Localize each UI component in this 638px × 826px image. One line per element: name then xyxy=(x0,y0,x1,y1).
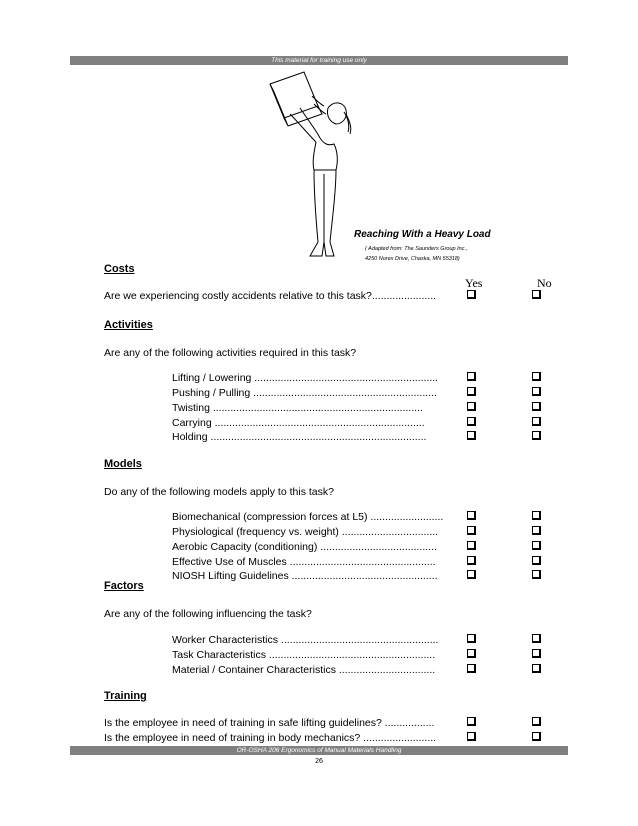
holding-yes-checkbox[interactable] xyxy=(467,431,476,440)
lifting-no-checkbox[interactable] xyxy=(532,372,541,381)
model-item-aerobic: Aerobic Capacity (conditioning) ........................................ xyxy=(172,541,437,553)
activities-question: Are any of the following activities required in this task? xyxy=(104,347,357,359)
material-no-checkbox[interactable] xyxy=(532,664,541,673)
carrying-no-checkbox[interactable] xyxy=(532,417,541,426)
factors-heading: Factors xyxy=(104,580,144,592)
muscles-no-checkbox[interactable] xyxy=(532,556,541,565)
training-body-yes-checkbox[interactable] xyxy=(467,732,476,741)
footer-banner: OR-OSHA 206 Ergonomics of Manual Materials Handling xyxy=(70,746,568,755)
activity-item-pushing: Pushing / Pulling ............................................................... xyxy=(172,387,437,399)
training-question-lifting: Is the employee in need of training in safe lifting guidelines? ................. xyxy=(104,717,435,729)
page-number: 26 xyxy=(315,758,323,765)
activities-heading: Activities xyxy=(104,319,153,331)
model-item-muscles: Effective Use of Muscles .................................................. xyxy=(172,556,436,568)
physiological-yes-checkbox[interactable] xyxy=(467,526,476,535)
muscles-yes-checkbox[interactable] xyxy=(467,556,476,565)
niosh-no-checkbox[interactable] xyxy=(532,570,541,579)
factor-item-task: Task Characteristics ......................................................... xyxy=(172,649,436,661)
activity-item-lifting: Lifting / Lowering ............................................................... xyxy=(172,372,439,384)
aerobic-yes-checkbox[interactable] xyxy=(467,541,476,550)
activity-item-holding: Holding .......................................................................... xyxy=(172,431,427,443)
costs-question: Are we experiencing costly accidents relative to this task?...................... xyxy=(104,290,437,302)
carrying-yes-checkbox[interactable] xyxy=(467,417,476,426)
models-heading: Models xyxy=(104,458,142,470)
holding-no-checkbox[interactable] xyxy=(532,431,541,440)
biomechanical-no-checkbox[interactable] xyxy=(532,511,541,520)
biomechanical-yes-checkbox[interactable] xyxy=(467,511,476,520)
training-lifting-yes-checkbox[interactable] xyxy=(467,717,476,726)
factors-question: Are any of the following influencing the task? xyxy=(104,608,312,620)
training-body-no-checkbox[interactable] xyxy=(532,732,541,741)
training-question-body-mechanics: Is the employee in need of training in body mechanics? ......................... xyxy=(104,732,437,744)
lifting-yes-checkbox[interactable] xyxy=(467,372,476,381)
task-no-checkbox[interactable] xyxy=(532,649,541,658)
header-banner: This material for training use only xyxy=(70,56,568,65)
activity-item-carrying: Carrying ........................................................................ xyxy=(172,417,425,429)
model-item-niosh: NIOSH Lifting Guidelines .................................................. xyxy=(172,570,438,582)
figure-credit-line-2: 4250 Norex Drive, Chaska, MN 55318) xyxy=(365,256,460,262)
yes-column-header: Yes xyxy=(465,276,483,290)
training-lifting-no-checkbox[interactable] xyxy=(532,717,541,726)
figure-caption: Reaching With a Heavy Load xyxy=(354,229,491,240)
training-heading: Training xyxy=(104,690,147,702)
model-item-biomechanical: Biomechanical (compression forces at L5) ......................... xyxy=(172,511,444,523)
task-yes-checkbox[interactable] xyxy=(467,649,476,658)
factor-item-worker: Worker Characteristics ...................................................... xyxy=(172,634,439,646)
material-yes-checkbox[interactable] xyxy=(467,664,476,673)
pushing-no-checkbox[interactable] xyxy=(532,387,541,396)
pushing-yes-checkbox[interactable] xyxy=(467,387,476,396)
worker-no-checkbox[interactable] xyxy=(532,634,541,643)
niosh-yes-checkbox[interactable] xyxy=(467,570,476,579)
aerobic-no-checkbox[interactable] xyxy=(532,541,541,550)
model-item-physiological: Physiological (frequency vs. weight) ................................. xyxy=(172,526,439,538)
physiological-no-checkbox[interactable] xyxy=(532,526,541,535)
costs-yes-checkbox[interactable] xyxy=(467,290,476,299)
costs-heading: Costs xyxy=(104,263,135,275)
factor-item-material: Material / Container Characteristics ................................. xyxy=(172,664,436,676)
costs-no-checkbox[interactable] xyxy=(532,290,541,299)
worker-yes-checkbox[interactable] xyxy=(467,634,476,643)
activity-item-twisting: Twisting ........................................................................ xyxy=(172,402,423,414)
twisting-no-checkbox[interactable] xyxy=(532,402,541,411)
models-question: Do any of the following models apply to this task? xyxy=(104,486,334,498)
figure-credit-line-1: ( Adapted from: The Saunders Group Inc., xyxy=(365,246,468,252)
no-column-header: No xyxy=(537,276,552,290)
twisting-yes-checkbox[interactable] xyxy=(467,402,476,411)
